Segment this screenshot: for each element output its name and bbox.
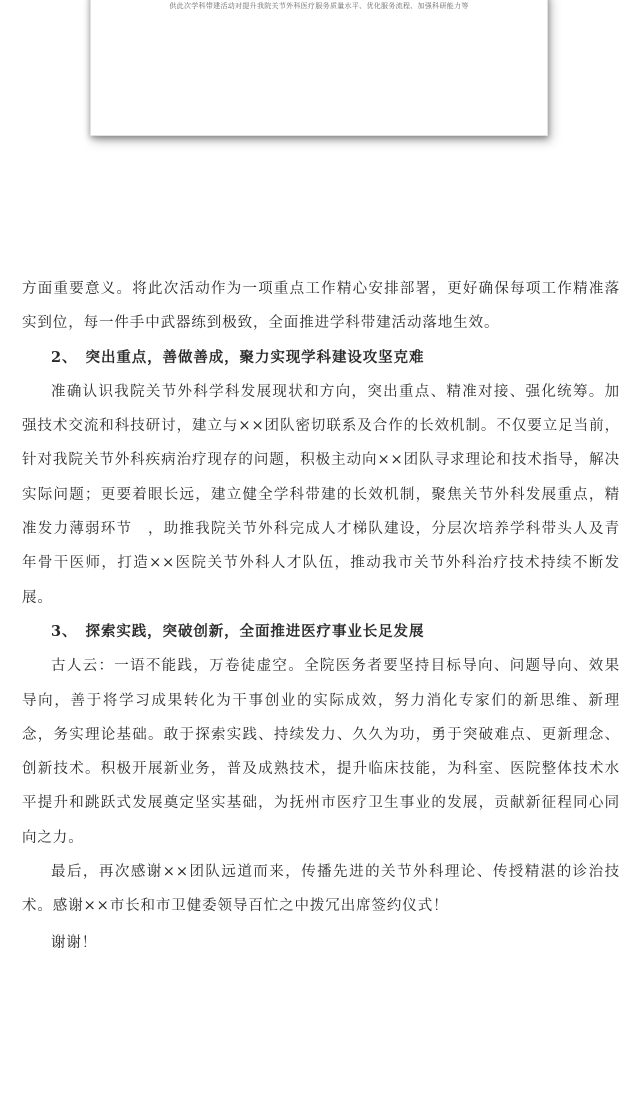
preview-text: 供此次学科带建活动对提升我院关节外科医疗服务质量水平、优化服务流程、加强科研能力等	[169, 2, 469, 10]
section-3-paragraph: 古人云：一语不能践，万卷徒虚空。全院医务者要坚持目标导向、问题导向、效果导向，善于将学习成果转化为干事创业的实际成效，努力消化专家们的新思维、新理念，务实理论基础。敢于探索实践、持续发力、久久为功，勇于突破难点、更新理念、创新技术。积极开展新业务，普及成熟技术，提升临床技能，为科室、医院整体技术水平提升和跳跃式发展奠定坚实基础，为抚州市医疗卫生事业的发展，贡献新征程同心同向之力。	[22, 658, 620, 846]
closing-line: 谢谢！	[51, 934, 98, 951]
section-2-title: 突出重点，善做善成，聚力实现学科建设攻坚克难	[85, 348, 425, 366]
section-2-heading	[22, 341, 620, 375]
document-body	[22, 272, 620, 960]
thanks-paragraph: 最后，再次感谢××团队远道而来，传播先进的关节外科理论、传授精湛的诊治技术。感谢××市长和市卫健委领导百忙之中拨冗出席签约仪式！	[22, 864, 620, 915]
document-preview-card	[90, 0, 548, 136]
section-3-heading	[22, 615, 620, 649]
continuation-paragraph: 方面重要意义。将此次活动作为一项重点工作精心安排部署，更好确保每项工作精准落实到位，每一件手中武器练到极致，全面推进学科带建活动落地生效。	[22, 281, 620, 332]
section-3-title: 探索实践，突破创新，全面推进医疗事业长足发展	[85, 622, 425, 640]
section-2-number: 2、	[51, 348, 71, 366]
section-3-number: 3、	[51, 622, 71, 640]
section-2-paragraph: 准确认识我院关节外科学科发展现状和方向，突出重点、精准对接、强化统筹。加强技术交流和科技研讨，建立与××团队密切联系及合作的长效机制。不仅要立足当前，针对我院关节外科疾病治疗现存的问题，积极主动向××团队寻求理论和技术指导，解决实际问题；更要着眼长远，建立健全学科带建的长效机制，聚焦关节外科发展重点，精准发力薄弱环节 ，助推我院关节外科完成人才梯队建设，分层次培养学科带头人及青年骨干医师，打造××医院关节外科人才队伍，推动我市关节外科治疗技术持续不断发展。	[22, 383, 620, 606]
